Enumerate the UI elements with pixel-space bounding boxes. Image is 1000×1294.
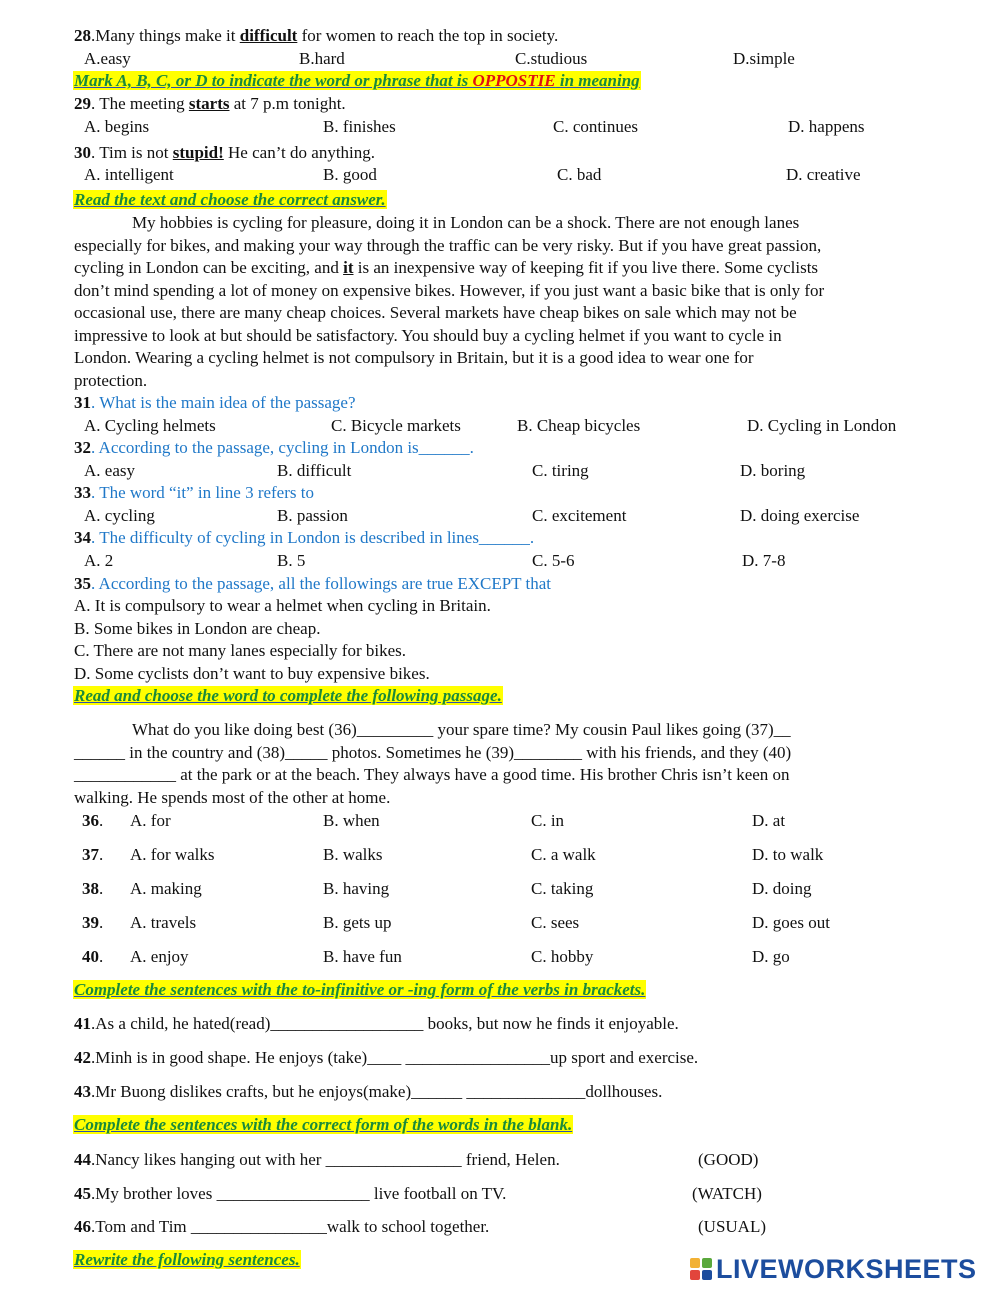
option-c[interactable]: C. There are not many lanes especially for bikes.	[74, 641, 407, 660]
option-a[interactable]: A. making	[130, 879, 202, 898]
option-d[interactable]: D. creative	[786, 165, 861, 184]
option-d[interactable]: D. boring	[740, 461, 806, 480]
option-b[interactable]: B. Cheap bicycles	[517, 416, 641, 435]
question-number: 28	[74, 26, 91, 45]
option-c[interactable]: C. tiring	[532, 461, 589, 480]
section-heading-read-text: Read the text and choose the correct answer.	[74, 190, 386, 209]
question-37: 37.	[82, 845, 104, 864]
option-d[interactable]: D. Cycling in London	[747, 416, 897, 435]
passage-line: impressive to look at but should be satisfactory. You should buy a cycling helmet if you want to cycle in	[74, 326, 782, 345]
option-d[interactable]: D.simple	[733, 49, 795, 68]
option-b[interactable]: B. finishes	[323, 117, 396, 136]
question-34: 34. The difficulty of cycling in London is described in lines______.	[74, 528, 535, 547]
question-36: 36.	[82, 811, 104, 830]
option-c[interactable]: C. sees	[531, 913, 580, 932]
question-41	[74, 1014, 679, 1034]
word-hint: (GOOD)	[698, 1150, 759, 1169]
logo-text: LIVEWORKSHEETS	[716, 1253, 977, 1284]
option-d[interactable]: D. happens	[788, 117, 865, 136]
question-number: 33	[74, 483, 91, 502]
question-number: 32	[74, 438, 91, 457]
section-heading-opposite: Mark A, B, C, or D to indicate the word or phrase that is OPPOSTIE in meaning	[74, 71, 640, 90]
question-number: 29	[74, 94, 91, 113]
question-35: 35. According to the passage, all the followings are true EXCEPT that	[74, 574, 551, 593]
passage-line: walking. He spends most of the other at home.	[74, 788, 391, 807]
passage-line: especially for bikes, and making your way through the traffic can be very risky. But if you have great passion,	[74, 236, 822, 255]
passage-line: ____________ at the park or at the beach. They always have a good time. His brother Chris isn’t keen on	[74, 765, 790, 784]
word-hint: (USUAL)	[698, 1217, 766, 1236]
passage-line: What do you like doing best (36)_________ your spare time? My cousin Paul likes going (37)__	[132, 720, 791, 739]
option-b[interactable]: B.hard	[299, 49, 345, 68]
question-number: 43	[74, 1082, 91, 1101]
question-40: 40.	[82, 947, 104, 966]
question-number: 42	[74, 1048, 91, 1067]
option-d[interactable]: D. to walk	[752, 845, 824, 864]
section-heading-verb-forms: Complete the sentences with the to-infinitive or -ing form of the verbs in brackets.	[74, 980, 646, 999]
option-a[interactable]: A. cycling	[84, 506, 155, 525]
option-a[interactable]: A. intelligent	[84, 165, 174, 184]
question-30: 30. Tim is not stupid! He can’t do anything.	[74, 143, 376, 162]
option-d[interactable]: D. 7-8	[742, 551, 786, 570]
question-number: 34	[74, 528, 91, 547]
option-c[interactable]: C. excitement	[532, 506, 627, 525]
question-number: 31	[74, 393, 91, 412]
option-c[interactable]: C. hobby	[531, 947, 594, 966]
option-a[interactable]: A. travels	[130, 913, 197, 932]
option-b[interactable]: B. good	[323, 165, 377, 184]
option-a[interactable]: A.easy	[84, 49, 131, 68]
option-b[interactable]: B. 5	[277, 551, 306, 570]
option-a[interactable]: A. for walks	[130, 845, 215, 864]
passage-line: don’t mind spending a lot of money on expensive bikes. However, if you just want a basic bike that is only for	[74, 281, 825, 300]
section-heading-rewrite: Rewrite the following sentences.	[74, 1250, 300, 1269]
option-b[interactable]: B. gets up	[323, 913, 392, 932]
option-b[interactable]: B. having	[323, 879, 390, 898]
question-46	[74, 1217, 489, 1237]
option-d[interactable]: D. go	[752, 947, 790, 966]
fill-in-sentence[interactable]: .My brother loves __________________ live football on TV.	[91, 1184, 507, 1203]
option-a[interactable]: A. 2	[84, 551, 114, 570]
key-word: starts	[188, 94, 230, 113]
option-b[interactable]: B. passion	[277, 506, 348, 525]
question-43	[74, 1082, 662, 1102]
passage-line: protection.	[74, 371, 148, 390]
option-b[interactable]: B. walks	[323, 845, 383, 864]
word-hint: (WATCH)	[692, 1184, 762, 1203]
key-word-it: it	[343, 258, 354, 277]
section-heading-read-passage: Read and choose the word to complete the following passage.	[74, 686, 502, 705]
option-b[interactable]: B. when	[323, 811, 380, 830]
passage-line: occasional use, there are many cheap choices. Several markets have cheap bikes on sale which may not be	[74, 303, 797, 322]
passage-line: cycling in London can be exciting, and it is an inexpensive way of keeping fit if you live there. Some cyclists	[74, 258, 819, 277]
question-number: 44	[74, 1150, 91, 1169]
question-29: 29. The meeting starts at 7 p.m tonight.	[74, 94, 346, 113]
question-42	[74, 1048, 698, 1068]
fill-in-sentence[interactable]: .Tom and Tim ________________walk to school together.	[91, 1217, 490, 1236]
option-c[interactable]: C. taking	[531, 879, 594, 898]
option-c[interactable]: C. a walk	[531, 845, 596, 864]
option-a[interactable]: A. begins	[84, 117, 150, 136]
fill-in-sentence[interactable]: .Minh is in good shape. He enjoys (take)____ _________________up sport and exercise.	[91, 1048, 699, 1067]
question-number: 46	[74, 1217, 91, 1236]
option-d[interactable]: D. goes out	[752, 913, 830, 932]
option-c[interactable]: C. bad	[557, 165, 602, 184]
option-a[interactable]: A. It is compulsory to wear a helmet when cycling in Britain.	[74, 596, 491, 615]
question-39: 39.	[82, 913, 104, 932]
option-b[interactable]: B. difficult	[277, 461, 352, 480]
fill-in-sentence[interactable]: .Nancy likes hanging out with her ________________ friend, Helen.	[91, 1150, 560, 1169]
question-text-post: for women to reach the top in society.	[297, 26, 559, 45]
question-number: 35	[74, 574, 91, 593]
liveworksheets-logo	[690, 1254, 977, 1284]
fill-in-sentence[interactable]: .As a child, he hated(read)__________________ books, but now he finds it enjoyable.	[91, 1014, 679, 1033]
question-number: 45	[74, 1184, 91, 1203]
passage-line: London. Wearing a cycling helmet is not compulsory in Britain, but it is a good idea to wear one for	[74, 348, 754, 367]
option-a[interactable]: A. Cycling helmets	[84, 416, 216, 435]
question-45	[74, 1184, 506, 1204]
option-b[interactable]: B. Some bikes in London are cheap.	[74, 619, 321, 638]
option-a[interactable]: A. easy	[84, 461, 135, 480]
option-d[interactable]: D. at	[752, 811, 786, 830]
question-text-pre: .Many things make it	[91, 26, 240, 45]
option-b[interactable]: B. have fun	[323, 947, 402, 966]
question-32: 32. According to the passage, cycling in London is______.	[74, 438, 474, 457]
question-44	[74, 1150, 560, 1170]
option-c[interactable]: C.studious	[515, 49, 588, 68]
fill-in-sentence[interactable]: .Mr Buong dislikes crafts, but he enjoys(make)______ ______________dollhouses.	[91, 1082, 663, 1101]
option-a[interactable]: A. for	[130, 811, 171, 830]
option-d[interactable]: D. Some cyclists don’t want to buy expensive bikes.	[74, 664, 430, 683]
question-38: 38.	[82, 879, 104, 898]
key-word: difficult	[239, 26, 298, 45]
key-word: stupid!	[172, 143, 224, 162]
option-d[interactable]: D. doing	[752, 879, 812, 898]
question-33: 33. The word “it” in line 3 refers to	[74, 483, 314, 502]
question-number: 41	[74, 1014, 91, 1033]
section-heading-word-forms: Complete the sentences with the correct form of the words in the blank.	[74, 1115, 573, 1134]
question-28	[74, 26, 558, 46]
option-c[interactable]: C. Bicycle markets	[331, 416, 461, 435]
logo-icon	[690, 1258, 712, 1280]
question-number: 30	[74, 143, 91, 162]
option-d[interactable]: D. doing exercise	[740, 506, 860, 525]
option-c[interactable]: C. in	[531, 811, 565, 830]
option-a[interactable]: A. enjoy	[130, 947, 189, 966]
question-31: 31. What is the main idea of the passage?	[74, 393, 356, 412]
option-c[interactable]: C. continues	[553, 117, 638, 136]
passage-line: My hobbies is cycling for pleasure, doing it in London can be a shock. There are not enough lanes	[132, 213, 800, 232]
passage-line: ______ in the country and (38)_____ photos. Sometimes he (39)________ with his friends, and they (40)	[74, 743, 792, 762]
option-c[interactable]: C. 5-6	[532, 551, 575, 570]
